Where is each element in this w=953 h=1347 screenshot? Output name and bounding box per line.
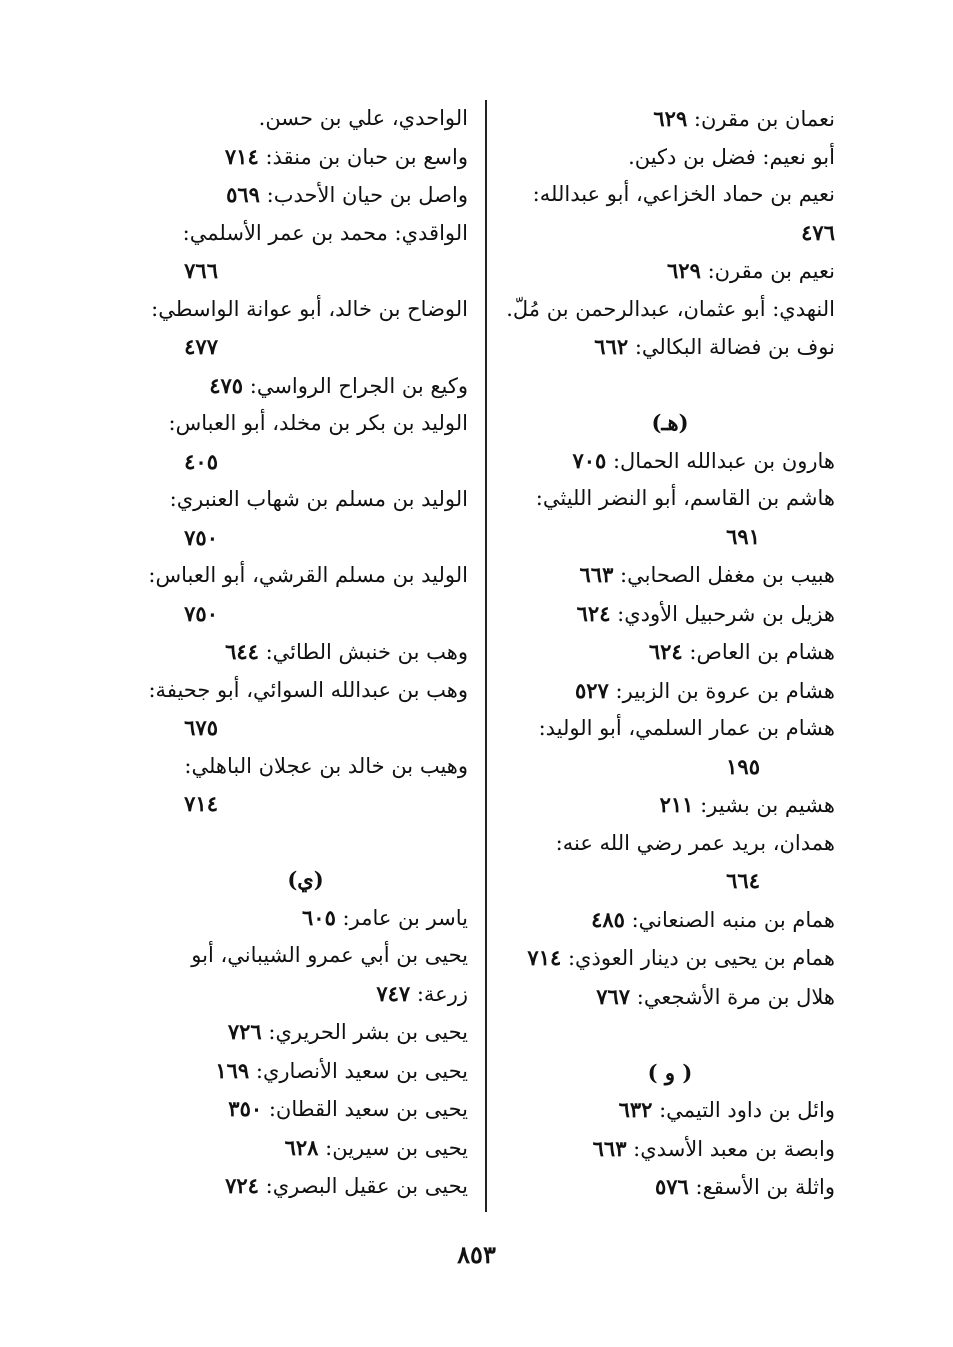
index-entry: همام بن يحيى بن دينار العوذي: ٧١٤ (527, 945, 835, 970)
index-entry: همدان، بريد عمر رضي الله عنه: (555, 830, 835, 855)
index-entry: يحيى بن سيرين: ٦٢٨ (284, 1134, 468, 1160)
index-entry: الواقدي: محمد بن عمر الأسلمي: (182, 220, 468, 245)
index-entry: وهب بن خنبش الطائي: ٦٤٤ (225, 639, 468, 664)
entry-page-number: ٦٩١ (726, 523, 760, 549)
right-column (505, 100, 835, 1207)
index-entry: يحيى بن أبي عمرو الشيباني، أبو زرعة: ٧٤٧ (191, 943, 468, 1006)
column-divider (485, 100, 487, 1212)
index-entry: وابصة بن معبد الأسدي: ٦٦٣ (592, 1135, 835, 1161)
entry-page-number: ٦٦٤ (726, 868, 760, 893)
index-entry: هشام بن العاص: ٦٢٤ (648, 639, 835, 664)
index-entry: هشام بن عمار السلمي، أبو الوليد: (538, 716, 835, 740)
entries-ya (143, 899, 468, 1206)
entries-nun (505, 100, 835, 367)
index-entry: نعمان بن مقرن: ٦٢٩ (653, 106, 835, 131)
index-entry: يحيى بن بشر الحريري: ٧٢٦ (227, 1019, 468, 1044)
index-entry: الوليد بن بكر بن مخلد، أبو العباس: (168, 411, 468, 435)
section-heading-waw: ( و ) (647, 1059, 693, 1085)
index-entry: النهدي: أبو عثمان، عبدالرحمن بن مُلّ. (506, 296, 835, 321)
entry-page-number: ٧٥٠ (184, 524, 218, 550)
section-heading-ha: (هـ) (651, 410, 689, 435)
index-entry: واصل بن حيان الأحدب: ٥٦٩ (226, 182, 468, 207)
index-entry: همام بن منبه الصنعاني: ٤٨٥ (591, 906, 835, 932)
entry-page-number: ٧٦٦ (184, 258, 218, 283)
index-entry: وائل بن داود التيمي: ٦٣٢ (618, 1097, 835, 1122)
index-entry: هاشم بن القاسم، أبو النضر الليثي: (535, 486, 835, 510)
index-entry: يحيى بن سعيد القطان: ٣٥٠ (228, 1096, 468, 1121)
index-entry: هشيم بن بشير: ٢١١ (659, 792, 835, 817)
index-entry: ياسر بن عامر: ٦٠٥ (302, 904, 468, 930)
entries-waw-continued (143, 100, 468, 824)
index-entry: نعيم بن حماد الخزاعي، أبو عبدالله: (532, 182, 835, 206)
index-entry: وهب بن عبدالله السوائي، أبو جحيفة: (148, 677, 468, 702)
index-entry: هارون بن عبدالله الحمال: ٧٠٥ (572, 447, 835, 473)
index-entry: نوف بن فضالة البكالي: ٦٦٢ (594, 334, 835, 359)
index-entry: هبيب بن مغفل الصحابي: ٦٦٣ (579, 562, 835, 587)
index-entry: الوليد بن مسلم القرشي، أبو العباس: (148, 563, 468, 587)
entry-page-number: ٧٥٠ (184, 600, 218, 626)
page-number: ٨٥٣ (457, 1240, 496, 1269)
index-entry: واثلة بن الأسقع: ٥٧٦ (654, 1174, 835, 1199)
section-heading-ya: (ي) (287, 867, 324, 892)
index-entry: واسع بن حبان بن منقذ: ٧١٤ (224, 143, 468, 169)
entry-page-number: ٧١٤ (184, 791, 218, 816)
index-entry: يحيى بن سعيد الأنصاري: ١٦٩ (215, 1057, 468, 1083)
index-entry: أبو نعيم: فضل بن دكين. (628, 144, 835, 169)
entries-ha (505, 442, 835, 1017)
left-column (143, 100, 468, 1206)
entry-page-number: ١٩٥ (726, 753, 760, 779)
index-entry: وهيب بن خالد بن عجلان الباهلي: (184, 753, 468, 778)
index-entry: وكيع بن الجراح الرواسي: ٤٧٥ (209, 372, 468, 398)
index-entry: هشام بن عروة بن الزبير: ٥٢٧ (574, 677, 835, 703)
index-entry: الواحدي، علي بن حسن. (258, 106, 468, 130)
index-entry: الوضاح بن خالد، أبو عوانة الواسطي: (151, 296, 468, 321)
entry-page-number: ٤٠٥ (184, 448, 218, 474)
entry-page-number: ٦٧٥ (184, 715, 218, 740)
index-entry: يحيى بن عقيل البصري: ٧٢٤ (225, 1173, 468, 1198)
index-entry: الوليد بن مسلم بن شهاب العنبري: (169, 487, 468, 511)
entry-page-number: ٤٧٦ (801, 219, 835, 245)
entry-page-number: ٤٧٧ (184, 334, 218, 359)
index-entry: هلال بن مرة الأشجعي: ٧٦٧ (596, 983, 835, 1009)
index-entry: نعيم بن مقرن: ٦٢٩ (667, 258, 835, 283)
entries-waw (505, 1091, 835, 1207)
index-entry: هزيل بن شرحبيل الأودي: ٦٢٤ (576, 600, 835, 626)
